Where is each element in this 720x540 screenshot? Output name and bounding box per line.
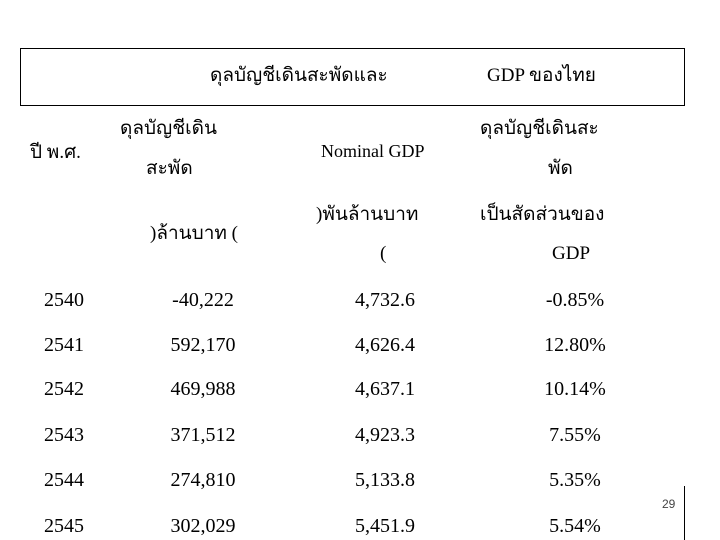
col-header-gdp-line1: Nominal GDP (321, 141, 425, 161)
cell-nominal-gdp: 5,451.9 (355, 515, 415, 537)
table-top-border (20, 48, 684, 49)
cell-current-account: 469,988 (170, 378, 236, 400)
col-header-pct-line3: เป็นสัดส่วนของ (480, 204, 605, 225)
cell-year: 2545 (44, 515, 84, 537)
cell-year: 2544 (44, 469, 84, 491)
col-header-pct-line2: พัด (548, 158, 573, 179)
cell-current-account: 592,170 (170, 334, 236, 356)
cell-percent-gdp: 7.55% (549, 424, 601, 446)
cell-current-account: 302,029 (170, 515, 236, 537)
cell-percent-gdp: 5.54% (549, 515, 601, 537)
col-header-ca-unit: )ล้านบาท ( (150, 223, 238, 244)
cell-nominal-gdp: 5,133.8 (355, 469, 415, 491)
col-header-gdp-unit1: )พันล้านบาท (316, 204, 419, 225)
header-title-left: ดุลบัญชีเดินสะพัดและ (210, 65, 388, 86)
cell-year: 2543 (44, 424, 84, 446)
col-header-pct-line4: GDP (552, 243, 591, 264)
cell-nominal-gdp: 4,626.4 (355, 334, 415, 356)
col-header-pct-line1: ดุลบัญชีเดินสะ (480, 118, 599, 139)
page-number-rule (684, 486, 685, 540)
header-title-right: GDP ของไทย (487, 65, 596, 86)
cell-percent-gdp: -0.85% (545, 289, 605, 311)
cell-current-account: -40,222 (172, 289, 234, 311)
cell-percent-gdp: 5.35% (549, 469, 601, 491)
col-header-gdp-unit2: ( (380, 243, 387, 264)
header-title-divider (20, 105, 684, 106)
cell-current-account: 371,512 (170, 424, 236, 446)
cell-nominal-gdp: 4,637.1 (355, 378, 415, 400)
cell-year: 2541 (44, 334, 84, 356)
col-header-year: ปี พ.ศ. (30, 142, 81, 163)
table-left-border (20, 48, 21, 106)
cell-nominal-gdp: 4,732.6 (355, 289, 415, 311)
cell-percent-gdp: 10.14% (544, 378, 606, 400)
col-header-ca-line1: ดุลบัญชีเดิน (120, 118, 217, 139)
table-right-border (684, 48, 685, 106)
cell-nominal-gdp: 4,923.3 (355, 424, 415, 446)
page-number: 29 (662, 497, 676, 511)
cell-current-account: 274,810 (170, 469, 236, 491)
cell-year: 2540 (44, 289, 84, 311)
cell-percent-gdp: 12.80% (544, 334, 606, 356)
cell-year: 2542 (44, 378, 84, 400)
col-header-ca-line2: สะพัด (146, 158, 193, 179)
